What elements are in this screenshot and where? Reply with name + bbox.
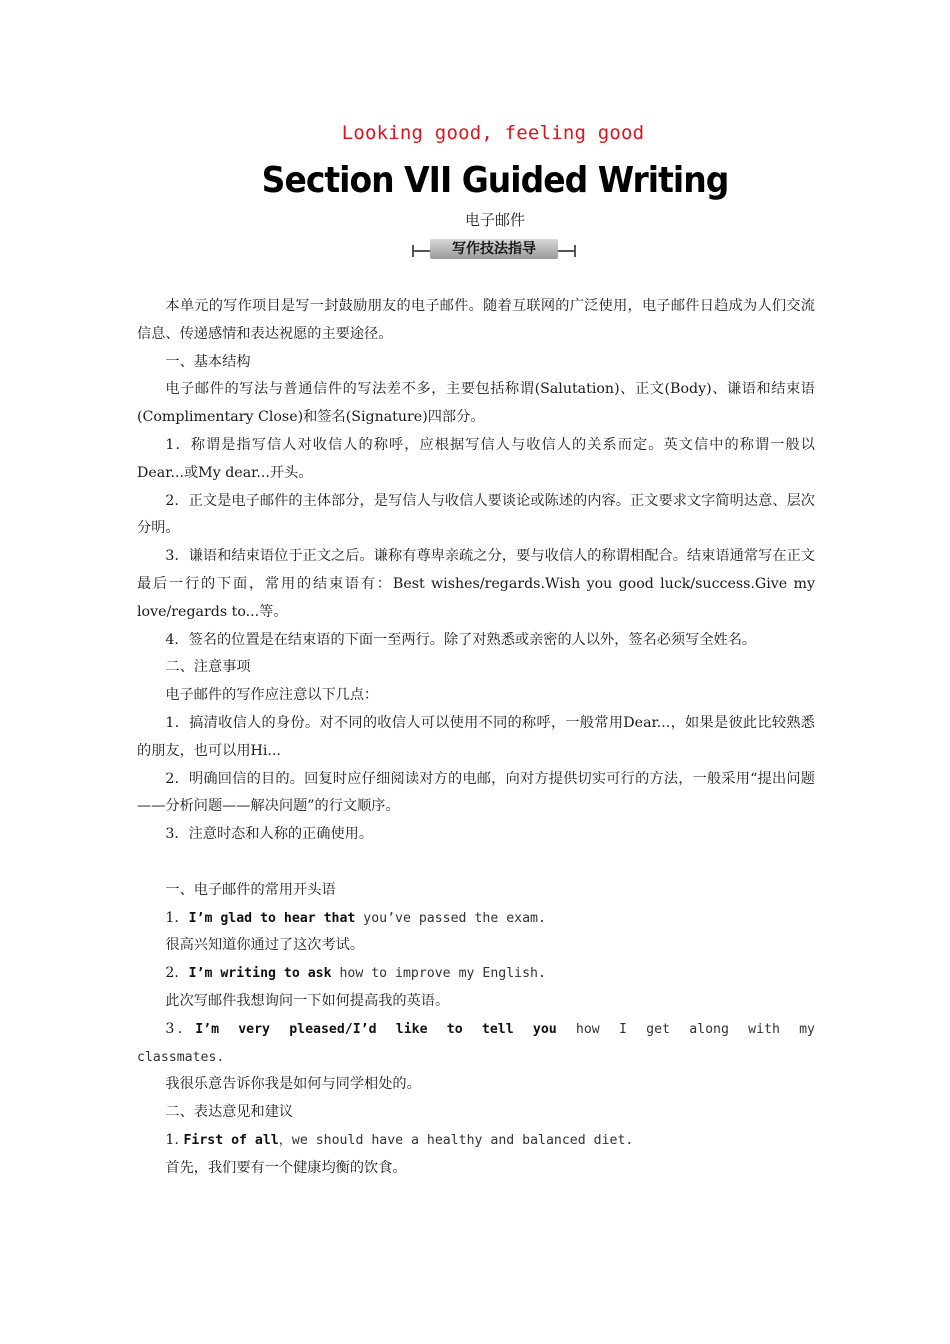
notes-item-3: 3．注意时态和人称的正确使用。 bbox=[165, 826, 374, 843]
section-banner bbox=[412, 239, 576, 259]
phrase-rest: ，we should have a healthy and balanced diet. bbox=[278, 1132, 634, 1148]
phrase-number: 2． bbox=[165, 965, 189, 982]
structure-item-4: 4．签名的位置是在结束语的下面一至两行。除了对熟悉或亲密的人以外，签名必须写全姓名。 bbox=[165, 631, 757, 648]
subtitle: 电子邮件 bbox=[464, 211, 525, 229]
phrase-english bbox=[189, 911, 546, 926]
phrase-item-3 bbox=[137, 1016, 815, 1072]
phrase-bold: First of all bbox=[183, 1132, 279, 1148]
phrase-bold: I’m very pleased/I’d like to tell you bbox=[195, 1021, 557, 1037]
phrase-number: 1． bbox=[165, 909, 189, 926]
phrase-number: 3． bbox=[165, 1020, 196, 1037]
phrase-item-2 bbox=[137, 960, 815, 988]
phrase-item-4 bbox=[137, 1127, 815, 1155]
section-title: Section VII Guided Writing bbox=[261, 158, 729, 201]
phrase-english bbox=[137, 1022, 815, 1065]
notes-item-1: 1．搞清收信人的身份。对不同的收信人可以使用不同的称呼，一般常用Dear...，如果是彼此比较熟悉的朋友，也可以用Hi... bbox=[137, 714, 815, 759]
banner-left-rule bbox=[412, 250, 430, 252]
phrase-translation-2: 此次写邮件我想询问一下如何提高我的英语。 bbox=[165, 992, 450, 1009]
phrase-bold: I’m writing to ask bbox=[188, 966, 332, 982]
phrase-translation-3: 我很乐意告诉你我是如何与同学相处的。 bbox=[165, 1076, 421, 1093]
structure-item-2: 2．正文是电子邮件的主体部分，是写信人与收信人要谈论或陈述的内容。正文要求文字简明达意、层次分明。 bbox=[137, 492, 815, 537]
phrase-rest: how to improve my English. bbox=[331, 966, 546, 982]
body-text bbox=[137, 293, 815, 1183]
phrase-rest: how I get along with my classmates. bbox=[137, 1021, 815, 1065]
phrase-bold: I’m glad to hear that bbox=[188, 910, 356, 926]
structure-paragraph: 电子邮件的写法与普通信件的写法差不多，主要包括称谓(Salutation)、正文(Body)、谦语和结束语(Complimentary Close)和签名(Signature)四部分。 bbox=[137, 381, 815, 426]
banner-label: 写作技法指导 bbox=[430, 239, 558, 259]
phrase-english bbox=[183, 1133, 633, 1148]
banner-right-cap bbox=[574, 245, 576, 257]
phrase-rest: you’ve passed the exam. bbox=[355, 910, 546, 926]
phrase-translation-4: 首先，我们要有一个健康均衡的饮食。 bbox=[165, 1159, 407, 1176]
structure-item-3: 3．谦语和结束语位于正文之后。谦称有尊卑亲疏之分，要与收信人的称谓相配合。结束语通常写在正文最后一行的下面，常用的结束语有：Best wishes/regards.Wish you good luck/success.Give my love/regards to...等。 bbox=[137, 548, 815, 620]
structure-item-1: 1．称谓是指写信人对收信人的称呼，应根据写信人与收信人的关系而定。英文信中的称谓一般以Dear...或My dear...开头。 bbox=[137, 436, 815, 481]
phrase-item-1 bbox=[137, 905, 815, 933]
phrase-english bbox=[189, 966, 546, 981]
notes-item-2: 2．明确回信的目的。回复时应仔细阅读对方的电邮，向对方提供切实可行的方法，一般采用“提出问题——分析问题——解决问题”的行文顺序。 bbox=[137, 770, 815, 815]
heading-suggestions: 二、表达意见和建议 bbox=[165, 1104, 294, 1121]
unit-title: Looking good, feeling good bbox=[341, 122, 645, 144]
phrase-number: 1. bbox=[165, 1131, 179, 1148]
heading-openers: 一、电子邮件的常用开头语 bbox=[165, 881, 336, 898]
phrase-translation-1: 很高兴知道你通过了这次考试。 bbox=[165, 937, 365, 954]
notes-intro: 电子邮件的写作应注意以下几点： bbox=[165, 687, 379, 704]
heading-basic-structure: 一、基本结构 bbox=[165, 353, 251, 370]
intro-paragraph: 本单元的写作项目是写一封鼓励朋友的电子邮件。随着互联网的广泛使用，电子邮件日趋成为人们交流信息、传递感情和表达祝愿的主要途径。 bbox=[137, 298, 815, 342]
heading-notes: 二、注意事项 bbox=[165, 659, 251, 676]
